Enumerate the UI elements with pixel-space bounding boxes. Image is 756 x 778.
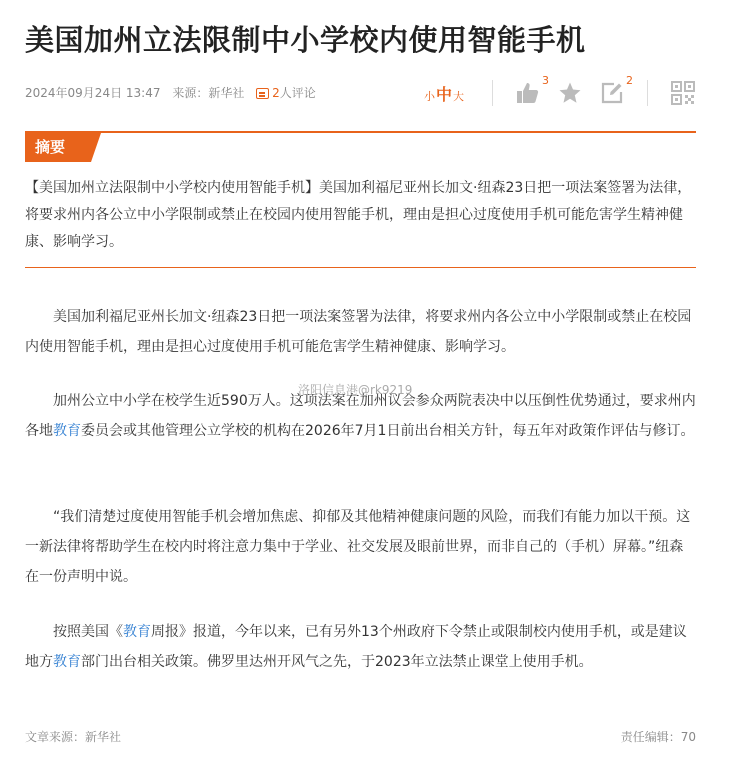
font-small-button[interactable]: 小: [423, 89, 435, 103]
footer-editor: 责任编辑：70: [620, 730, 696, 744]
watermark-text: 洛阳信息港@rk9219: [298, 383, 413, 397]
summary-bottom-divider: [25, 267, 696, 268]
paragraph-text: 按照美国《: [53, 624, 123, 640]
summary-top-divider: [25, 131, 696, 133]
star-icon: [558, 81, 582, 105]
toolbar-divider: [647, 80, 648, 106]
summary-tag: 摘要: [25, 133, 91, 162]
comment-icon: [256, 88, 269, 99]
comments-suffix: 人评论: [279, 86, 316, 100]
font-size-switcher: [424, 82, 464, 105]
toolbar-divider: [492, 80, 493, 106]
body-paragraph-3: “我们清楚过度使用智能手机会增加焦虑、抑郁及其他精神健康问题的风险，而我们有能力加以干预。这一新法律将帮助学生在校内时将注意力集中于学业、社交发展及眼前世界，而非自己的（手机）屏幕。”纽森在一份声明中说。: [25, 509, 691, 585]
comments-link[interactable]: [256, 86, 324, 100]
thumbs-up-icon: [516, 81, 540, 105]
paragraph-text: 部门出台相关政策。佛罗里达州开风气之先，于2023年立法禁止课堂上使用手机。: [81, 654, 593, 670]
article-title: 美国加州立法限制中小学校内使用智能手机: [25, 23, 586, 57]
paragraph-text: 委员会或其他管理公立学校的机构在2026年7月1日前出台相关方针，每五年对政策作评估与修订。: [81, 423, 695, 439]
comments-count: 2: [272, 86, 280, 100]
font-mid-button[interactable]: 中: [435, 84, 452, 104]
edit-icon: [600, 81, 624, 105]
article-toolbar: [423, 74, 696, 108]
education-link[interactable]: 教育: [53, 654, 81, 670]
paragraph-text: 周报》报道，今年以来，已有另外13个州政府下令禁止或限制校内使用手机，或是建议地方: [25, 624, 687, 670]
like-button[interactable]: [515, 74, 549, 106]
qr-code-icon: [671, 81, 695, 105]
like-count: 3: [542, 74, 549, 87]
education-link[interactable]: 教育: [53, 423, 81, 439]
edit-button[interactable]: [599, 74, 633, 106]
favorite-button[interactable]: [557, 80, 583, 106]
education-weekly-link[interactable]: 教育: [123, 624, 151, 640]
summary-text: 【美国加州立法限制中小学校内使用智能手机】美国加利福尼亚州长加文·纽森23日把一项法案签署为法律，将要求州内各公立中小学限制或禁止在校园内使用智能手机，理由是担心过度使用手机可能危害学生精神健康、影响学习。: [25, 180, 692, 250]
publish-date: 2024年09月24日 13:47: [25, 86, 161, 100]
qr-code-button[interactable]: [670, 80, 696, 106]
edit-count: 2: [626, 74, 633, 87]
footer-source: 文章来源：新华社: [25, 730, 122, 744]
body-paragraph-4: [25, 617, 696, 677]
paragraph-text: 加州公立中小学在校学生近590万人。这项法案在加州议会参众两院表决中以压倒性优势通过，要求州内各地: [25, 393, 696, 439]
font-large-button[interactable]: 大: [453, 89, 464, 103]
body-paragraph-1: 美国加利福尼亚州长加文·纽森23日把一项法案签署为法律，将要求州内各公立中小学限制或禁止在校园内使用智能手机，理由是担心过度使用手机可能危害学生精神健康、影响学习。: [25, 309, 692, 355]
article-meta: [25, 84, 332, 101]
article-source: 来源：新华社: [172, 86, 245, 100]
